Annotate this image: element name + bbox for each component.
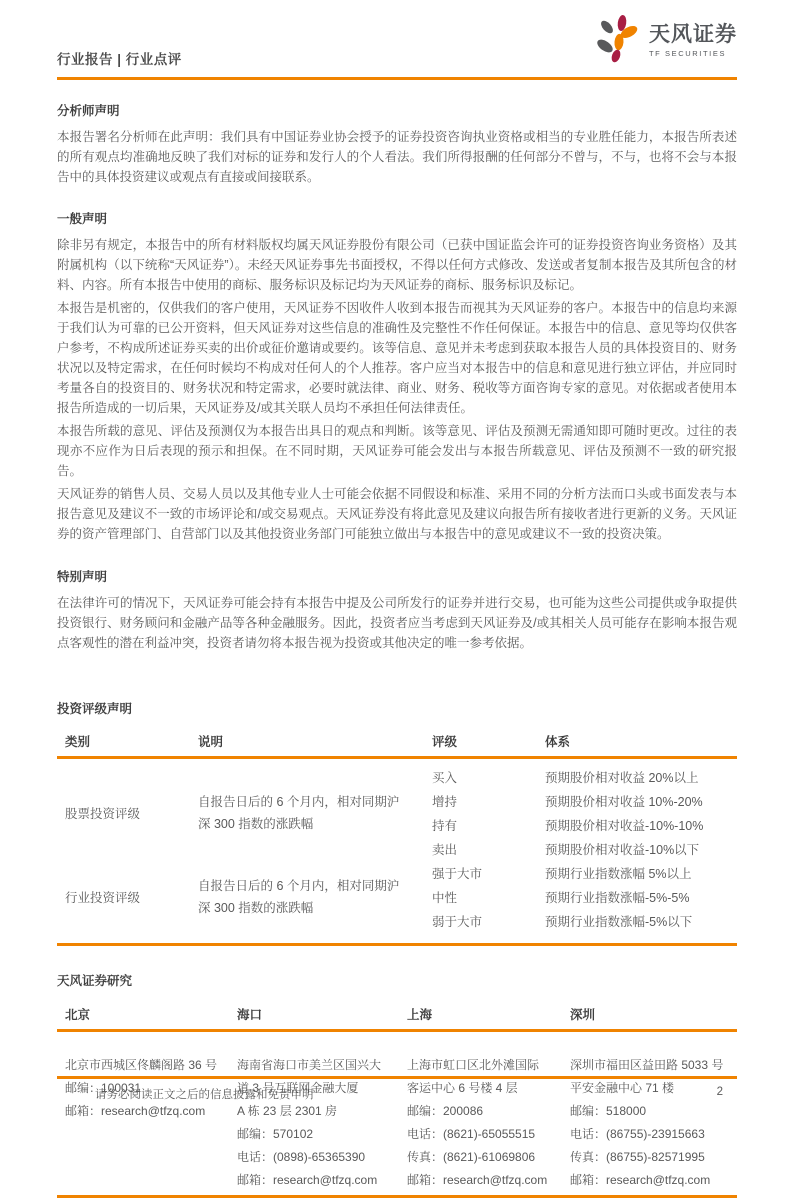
office-email: 邮箱：research@tfzq.com bbox=[65, 1104, 206, 1118]
office-phone: 电话：(8621)-65055515 bbox=[407, 1127, 536, 1141]
page-footer bbox=[57, 1076, 737, 1102]
logo-text bbox=[649, 23, 737, 58]
office-phone: 电话：(86755)-23915663 bbox=[570, 1127, 705, 1141]
rating-system: 预期行业指数涨幅 5%以上 bbox=[545, 867, 692, 881]
office-postcode: 邮编：200086 bbox=[407, 1104, 484, 1118]
office-details-row bbox=[57, 1048, 737, 1192]
office-address-line: 平安金融中心 71 楼 bbox=[570, 1081, 675, 1095]
rating-label: 弱于大市 bbox=[432, 915, 483, 929]
table-row bbox=[424, 789, 737, 813]
tf-securities-logo bbox=[597, 14, 737, 67]
office-address-line: 道 3 号互联网金融大厦 bbox=[237, 1081, 359, 1095]
rating-rows bbox=[424, 765, 737, 861]
office-postcode: 邮编：570102 bbox=[237, 1127, 314, 1141]
table-row bbox=[424, 837, 737, 861]
office-city-header-row bbox=[57, 1005, 737, 1023]
page-header bbox=[57, 0, 737, 80]
breadcrumb: 行业报告 | 行业点评 bbox=[57, 52, 182, 67]
rating-label: 中性 bbox=[432, 891, 458, 905]
office-phone: 电话：(0898)-65365390 bbox=[237, 1150, 366, 1164]
section-title: 特别声明 bbox=[57, 570, 108, 584]
rating-description: 自报告日后的 6 个月内，相对同期沪深 300 指数的涨跌幅 bbox=[198, 795, 400, 831]
column-header-system: 体系 bbox=[545, 735, 571, 749]
office-city-beijing: 北京 bbox=[65, 1008, 91, 1022]
page-number: 2 bbox=[716, 1085, 723, 1098]
rating-label: 增持 bbox=[432, 795, 458, 809]
section-title: 分析师声明 bbox=[57, 104, 120, 118]
table-row bbox=[424, 861, 737, 885]
paragraph: 天风证券的销售人员、交易人员以及其他专业人士可能会依据不同假设和标准、采用不同的分析方法而口头或书面发表与本报告意见及建议不一致的市场评论和/或交易观点。天风证券没有将此意见及建议向报告所有接收者进行更新的义务。天风证券的资产管理部门、自营部门以及其他投资业务部门可能独立做出与本报告中的意见或建议不一致的投资决策。 bbox=[57, 487, 737, 541]
rating-table-header bbox=[57, 732, 737, 750]
tf-flower-logo-icon bbox=[597, 14, 641, 67]
paragraph: 本报告署名分析师在此声明：我们具有中国证券业协会授予的证券投资咨询执业资格或相当的专业胜任能力，本报告所表述的所有观点均准确地反映了我们对标的证券和发行人的个人看法。我们所得报酬的任何部分不曾与，不与，也将不会与本报告中的具体投资建议或观点有直接或间接联系。 bbox=[57, 130, 737, 184]
rating-category: 行业投资评级 bbox=[65, 891, 141, 905]
table-row bbox=[424, 885, 737, 909]
rating-label: 卖出 bbox=[432, 843, 458, 857]
section-title: 天风证券研究 bbox=[57, 974, 133, 988]
table-row bbox=[424, 765, 737, 789]
rating-label: 强于大市 bbox=[432, 867, 483, 881]
column-header-description: 说明 bbox=[198, 735, 224, 749]
office-address-line: 上海市虹口区北外滩国际 bbox=[407, 1058, 540, 1072]
office-address-line: 客运中心 6 号楼 4 层 bbox=[407, 1081, 518, 1095]
rating-category: 股票投资评级 bbox=[65, 807, 141, 821]
rating-system: 预期股价相对收益-10%以下 bbox=[545, 843, 700, 857]
rating-label: 持有 bbox=[432, 819, 458, 833]
office-shanghai-details bbox=[399, 1054, 562, 1192]
analyst-statement-section bbox=[57, 101, 737, 187]
column-header-category: 类别 bbox=[65, 735, 91, 749]
office-postcode: 邮编：518000 bbox=[570, 1104, 647, 1118]
office-email: 邮箱：research@tfzq.com bbox=[237, 1173, 378, 1187]
section-title: 一般声明 bbox=[57, 212, 108, 226]
header-divider bbox=[57, 77, 737, 80]
rating-system: 预期行业指数涨幅-5%-5% bbox=[545, 891, 690, 905]
paragraph: 本报告所载的意见、评估及预测仅为本报告出具日的观点和判断。该等意见、评估及预测无需通知即可随时更改。过往的表现亦不应作为日后表现的预示和担保。在不同时期，天风证券可能会发出与本报告所载意见、评估及预测不一致的研究报告。 bbox=[57, 424, 737, 478]
office-city-shenzhen: 深圳 bbox=[570, 1008, 596, 1022]
office-fax: 传真：(86755)-82571995 bbox=[570, 1150, 705, 1164]
rating-description: 自报告日后的 6 个月内，相对同期沪深 300 指数的涨跌幅 bbox=[198, 879, 400, 915]
table-row-group-industry bbox=[57, 861, 737, 933]
office-fax: 传真：(8621)-61069806 bbox=[407, 1150, 536, 1164]
special-statement-section bbox=[57, 567, 737, 653]
footer-disclaimer: 请务必阅读正文之后的信息披露和免责申明 bbox=[95, 1088, 314, 1101]
office-shenzhen-details bbox=[562, 1054, 737, 1192]
general-statement-section bbox=[57, 209, 737, 544]
rating-system: 预期股价相对收益 10%-20% bbox=[545, 795, 703, 809]
office-address-line: 深圳市福田区益田路 5033 号 bbox=[570, 1058, 724, 1072]
paragraph: 本报告是机密的，仅供我们的客户使用，天风证券不因收件人收到本报告而视其为天风证券的客户。本报告中的信息均来源于我们认为可靠的已公开资料，但天风证券对这些信息的准确性及完整性不作任何保证。本报告中的信息、意见等均仅供客户参考，不构成所述证券买卖的出价或征价邀请或要约。该等信息、意见并未考虑到获取本报告人员的具体投资目的、财务状况以及特定需求，在任何时候均不构成对任何人的个人推荐。客户应当对本报告中的信息和意见进行独立评估，并应同时考量各自的投资目的、财务状况和特定需求，必要时就法律、商业、财务、税收等方面咨询专家的意见。对依据或者使用本报告所造成的一切后果，天风证券及/或其关联人员均不承担任何法律责任。 bbox=[57, 301, 737, 415]
office-email: 邮箱：research@tfzq.com bbox=[407, 1173, 548, 1187]
office-postcode: 邮编：100031 bbox=[65, 1081, 142, 1095]
office-address-line: 海南省海口市美兰区国兴大 bbox=[237, 1058, 382, 1072]
rating-rows bbox=[424, 861, 737, 933]
rating-system: 预期股价相对收益 20%以上 bbox=[545, 771, 699, 785]
rating-system: 预期行业指数涨幅-5%以下 bbox=[545, 915, 693, 929]
office-beijing-details bbox=[57, 1054, 229, 1192]
office-city-haikou: 海口 bbox=[237, 1008, 263, 1022]
paragraph: 在法律许可的情况下，天风证券可能会持有本报告中提及公司所发行的证券并进行交易，也可能为这些公司提供或争取提供投资银行、财务顾问和金融产品等各种金融服务。因此，投资者应当考虑到天风证券及/或其相关人员可能存在影响本报告观点客观性的潜在利益冲突，投资者请勿将本报告视为投资或其他决定的唯一参考依据。 bbox=[57, 596, 737, 650]
logo-name-cn: 天风证券 bbox=[649, 23, 737, 46]
rating-system: 预期股价相对收益-10%-10% bbox=[545, 819, 704, 833]
rating-table-body bbox=[57, 759, 737, 939]
office-email: 邮箱：research@tfzq.com bbox=[570, 1173, 711, 1187]
office-header-divider bbox=[57, 1029, 737, 1032]
office-address-line: A 栋 23 层 2301 房 bbox=[237, 1104, 338, 1118]
footer-divider bbox=[57, 1076, 737, 1079]
office-address-line: 北京市西城区佟麟阁路 36 号 bbox=[65, 1058, 218, 1072]
rating-table-bottom-divider bbox=[57, 943, 737, 946]
office-haikou-details bbox=[229, 1054, 399, 1192]
logo-name-en: TF SECURITIES bbox=[649, 49, 727, 58]
section-title: 投资评级声明 bbox=[57, 702, 133, 716]
table-row bbox=[424, 813, 737, 837]
table-row bbox=[424, 909, 737, 933]
investment-rating-section bbox=[57, 699, 737, 946]
office-city-shanghai: 上海 bbox=[407, 1008, 433, 1022]
rating-label: 买入 bbox=[432, 771, 458, 785]
paragraph: 除非另有规定，本报告中的所有材料版权均属天风证券股份有限公司（已获中国证监会许可的证券投资咨询业务资格）及其附属机构（以下统称“天风证券”）。未经天风证券事先书面授权，不得以任何方式修改、发送或者复制本报告及其所包含的材料、内容。所有本报告中使用的商标、服务标识及标记均为天风证券的商标、服务标识及标记。 bbox=[57, 238, 737, 292]
column-header-rating: 评级 bbox=[432, 735, 458, 749]
table-row-group-stock bbox=[57, 765, 737, 861]
